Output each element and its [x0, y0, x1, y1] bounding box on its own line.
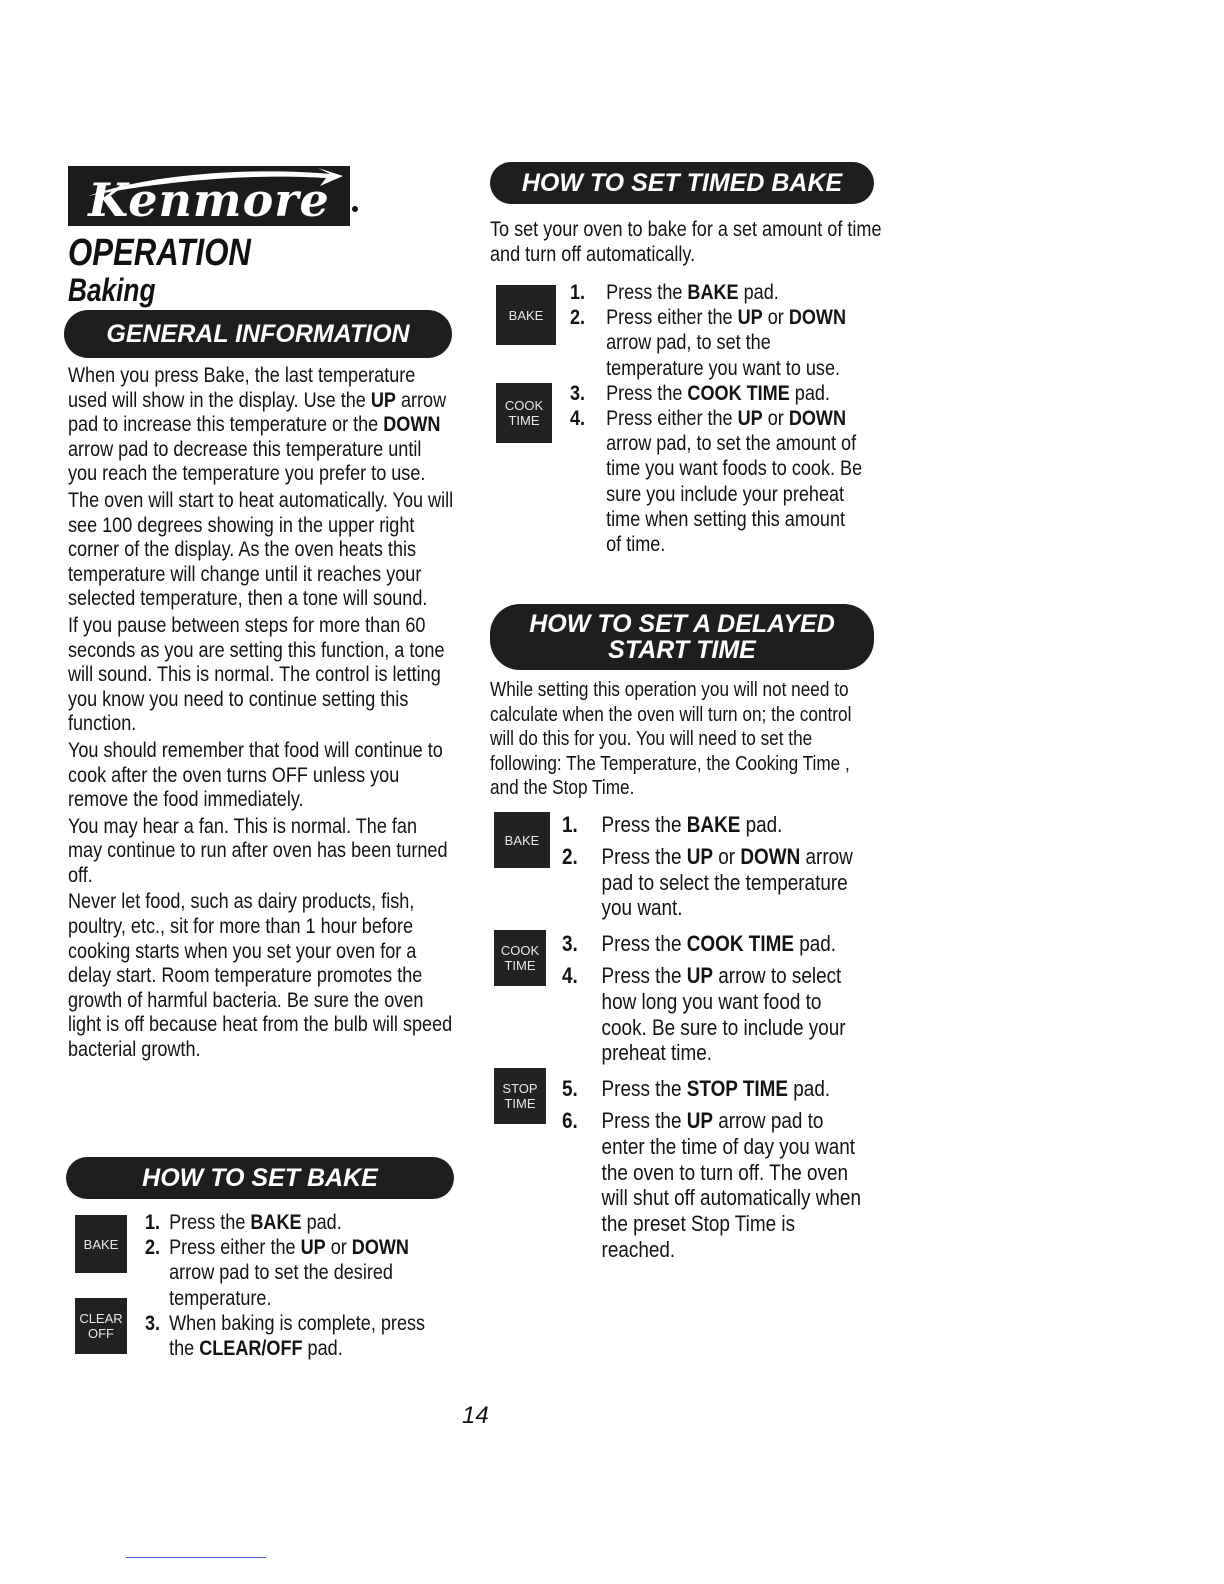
page-number: 14: [462, 1402, 489, 1429]
stop-time-key-icon: STOP TIME: [494, 1068, 546, 1124]
step-keyword: DOWN: [740, 843, 801, 869]
bake-key-icon: BAKE: [496, 285, 556, 345]
delayed-start-intro: While setting this operation you will not need to calculate when the oven will turn on; the control will do this for you. You will need to set the following: The Temperature, the Cooking Time , and the Stop Time.: [490, 679, 852, 799]
set-bake-header-text: HOW TO SET BAKE: [142, 1163, 378, 1192]
delayed-start-steps: [562, 812, 922, 1263]
step-number: 6.: [562, 1107, 578, 1133]
step: [570, 406, 862, 557]
step-keyword: COOK TIME: [687, 381, 790, 405]
bold-keyword: DOWN: [383, 413, 441, 437]
step-keyword: COOK TIME: [686, 931, 794, 957]
step-number: 5.: [562, 1076, 578, 1102]
step: [562, 1108, 872, 1263]
step-text: Press the BAKE pad.: [606, 281, 779, 304]
bake-key-icon: BAKE: [494, 812, 550, 868]
general-info-body: [68, 364, 455, 1063]
general-info-paragraph: Never let food, such as dairy products, fish, poultry, etc., sit for more than 1 hour before cooking starts when you set your oven for a delay start. Room temperature promotes the growth of harmful bacteria. Be sure the oven light is off because heat from the bulb will speed bacterial growth.: [68, 890, 453, 1062]
set-bake-header: [66, 1157, 454, 1199]
step-number: 1.: [570, 281, 586, 304]
step-number: 2.: [145, 1236, 161, 1260]
page-title: OPERATION: [68, 232, 251, 274]
step-keyword: BAKE: [686, 812, 741, 837]
step: [145, 1210, 455, 1235]
step-text: Press either the UP or DOWN arrow pad, to set the temperature you want to use.: [606, 306, 847, 380]
step-number: 3.: [570, 381, 586, 405]
step-keyword: UP: [686, 843, 714, 869]
step-keyword: UP: [737, 306, 763, 330]
general-info-header: [64, 310, 452, 358]
step-text: Press the UP arrow to select how long you want food to cook. Be sure to include your preheat time.: [601, 962, 846, 1066]
step: [562, 812, 872, 838]
step: [570, 305, 862, 381]
step-number: 3.: [145, 1311, 161, 1335]
step-keyword: UP: [686, 1107, 714, 1133]
step: [570, 381, 862, 406]
step-text: Press the STOP TIME pad.: [601, 1076, 831, 1102]
general-info-paragraph: You should remember that food will continue to cook after the oven turns OFF unless you remove the food immediately.: [68, 738, 443, 812]
page-subtitle: Baking: [68, 272, 156, 308]
general-info-paragraph: You may hear a fan. This is normal. The fan may continue to run after oven has been turned off.: [68, 814, 448, 887]
step: [562, 963, 872, 1066]
step-text: Press the COOK TIME pad.: [606, 381, 830, 405]
step-text: Press the UP or DOWN arrow pad to select the temperature you want.: [601, 843, 853, 921]
step: [570, 280, 862, 305]
general-info-header-text: GENERAL INFORMATION: [106, 319, 410, 348]
cook-time-key-icon: COOK TIME: [494, 930, 546, 986]
step-keyword: CLEAR/OFF: [199, 1337, 303, 1361]
step-keyword: UP: [737, 407, 763, 431]
footer-line: [126, 1557, 266, 1558]
timed-bake-steps: [570, 280, 910, 557]
step-keyword: STOP TIME: [686, 1076, 789, 1102]
step-number: 1.: [145, 1211, 161, 1234]
step-keyword: DOWN: [788, 407, 847, 431]
step-keyword: DOWN: [351, 1236, 409, 1260]
step-text: Press the BAKE pad.: [169, 1211, 342, 1234]
general-info-paragraph: If you pause between steps for more than 60 seconds as you are setting this function, a tone will sound. This is normal. The control is letting you know you need to continue setting this function.: [68, 613, 445, 736]
step-keyword: DOWN: [788, 306, 847, 330]
step-text: Press either the UP or DOWN arrow pad to set the desired temperature.: [169, 1236, 409, 1310]
step: [562, 931, 872, 957]
step-text: Press the UP arrow pad to enter the time of day you want the oven to turn off. The oven will shut off automatically when the preset Stop Time is reached.: [601, 1107, 861, 1262]
step-number: 3.: [562, 931, 578, 957]
step-number: 2.: [570, 306, 586, 330]
step-text: Press the BAKE pad.: [601, 812, 783, 837]
step-number: 2.: [562, 843, 578, 869]
step-keyword: BAKE: [687, 281, 739, 304]
step-number: 1.: [562, 812, 578, 837]
logo-wordmark: Kenmore: [88, 173, 330, 226]
step: [562, 1076, 872, 1102]
step: [562, 844, 872, 921]
general-info-paragraph: The oven will start to heat automatically. You will see 100 degrees showing in the upper right corner of the display. As the oven heats this temperature will change until it reaches your selected temperature, then a tone will sound.: [68, 488, 454, 611]
timed-bake-intro: To set your oven to bake for a set amount of time and turn off automatically.: [490, 218, 882, 266]
step: [145, 1311, 455, 1361]
set-bake-steps: [145, 1210, 505, 1361]
general-info-paragraph: When you press Bake, the last temperature used will show in the display. Use the UP arrow pad to increase this temperature or the DOWN arrow pad to decrease this temperature until you reach the temperature you prefer to use.: [68, 364, 447, 486]
step-number: 4.: [570, 407, 586, 431]
step: [145, 1235, 455, 1311]
timed-bake-header-text: HOW TO SET TIMED BAKE: [521, 168, 843, 197]
step-keyword: UP: [300, 1236, 326, 1260]
step-text: When baking is complete, press the CLEAR/OFF pad.: [169, 1311, 426, 1361]
clear-off-key-icon: CLEAR OFF: [75, 1298, 127, 1354]
delayed-start-header-line2: START TIME: [608, 636, 756, 664]
delayed-start-header: [490, 604, 874, 670]
logo-registered-dot: [352, 206, 358, 212]
step-keyword: UP: [686, 962, 714, 988]
step-text: Press the COOK TIME pad.: [601, 931, 837, 957]
step-keyword: BAKE: [250, 1211, 302, 1234]
bake-key-icon: BAKE: [75, 1215, 127, 1273]
cook-time-key-icon: COOK TIME: [496, 383, 552, 443]
delayed-start-header-line1: HOW TO SET A DELAYED: [529, 609, 835, 638]
step-number: 4.: [562, 962, 578, 988]
timed-bake-header: [490, 162, 874, 204]
step-text: Press either the UP or DOWN arrow pad, to set the amount of time you want foods to cook. Be sure you include your preheat time when setting this amount of time.: [606, 407, 863, 557]
kenmore-logo: [68, 166, 350, 226]
bold-keyword: UP: [370, 388, 396, 412]
